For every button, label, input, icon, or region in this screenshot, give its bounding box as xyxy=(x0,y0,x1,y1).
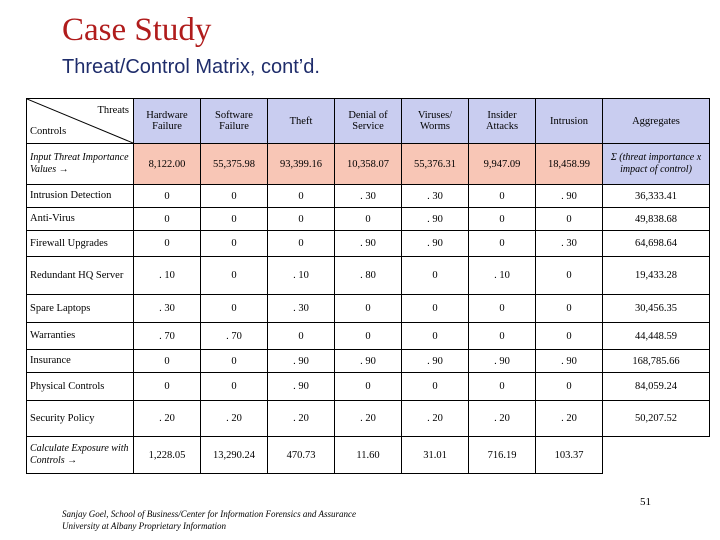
impact-cell: 0 xyxy=(402,295,469,323)
impact-cell: 0 xyxy=(134,350,201,373)
column-header-theft: Theft xyxy=(268,99,335,144)
impact-cell: . 70 xyxy=(134,323,201,350)
column-header-aggregates: Aggregates xyxy=(603,99,710,144)
impact-cell: 0 xyxy=(268,231,335,257)
impact-cell: . 30 xyxy=(335,185,402,208)
exposure-value-cell: 1,228.05 xyxy=(134,437,201,474)
impact-cell: . 20 xyxy=(134,401,201,437)
impact-cell: 0 xyxy=(536,373,603,401)
impact-cell: 0 xyxy=(536,295,603,323)
impact-cell: 0 xyxy=(402,373,469,401)
control-row-physical-controls xyxy=(27,373,710,401)
threat-importance-row xyxy=(27,144,710,185)
aggregate-cell: 64,698.64 xyxy=(603,231,710,257)
corner-cell xyxy=(27,99,134,144)
impact-cell: . 90 xyxy=(536,350,603,373)
impact-cell: 0 xyxy=(335,323,402,350)
control-label: Warranties xyxy=(27,323,134,350)
impact-cell: . 30 xyxy=(536,231,603,257)
column-header-intrusion: Intrusion xyxy=(536,99,603,144)
impact-cell: 0 xyxy=(201,208,268,231)
impact-cell: 0 xyxy=(134,208,201,231)
impact-cell: 0 xyxy=(335,373,402,401)
exposure-value-cell: 11.60 xyxy=(335,437,402,474)
aggregate-formula-cell: Σ (threat importance x impact of control) xyxy=(603,144,710,185)
footer-line-2: University at Albany Proprietary Information xyxy=(62,521,226,531)
impact-cell: 0 xyxy=(268,185,335,208)
impact-cell: . 30 xyxy=(402,185,469,208)
column-header-hardware-failure: Hardware Failure xyxy=(134,99,201,144)
threat-row-label: Input Threat Importance Values → xyxy=(27,144,134,185)
impact-cell: 0 xyxy=(134,231,201,257)
controls-axis-label: Controls xyxy=(30,126,67,137)
exposure-row xyxy=(27,437,710,474)
aggregate-cell: 50,207.52 xyxy=(603,401,710,437)
slide-subtitle: Threat/Control Matrix, cont’d. xyxy=(62,56,320,78)
control-row-intrusion-detection xyxy=(27,185,710,208)
impact-cell: . 30 xyxy=(268,295,335,323)
control-label: Physical Controls xyxy=(27,373,134,401)
exposure-value-cell: 103.37 xyxy=(536,437,603,474)
aggregate-cell: 36,333.41 xyxy=(603,185,710,208)
aggregate-cell: 49,838.68 xyxy=(603,208,710,231)
impact-cell: . 90 xyxy=(469,350,536,373)
exposure-value-cell: 13,290.24 xyxy=(201,437,268,474)
control-row-insurance xyxy=(27,350,710,373)
impact-cell: 0 xyxy=(201,231,268,257)
impact-cell: 0 xyxy=(469,373,536,401)
threats-axis-label: Threats xyxy=(97,105,129,116)
threat-value-cell: 9,947.09 xyxy=(469,144,536,185)
impact-cell: 0 xyxy=(469,185,536,208)
control-label: Insurance xyxy=(27,350,134,373)
impact-cell: 0 xyxy=(469,231,536,257)
impact-cell: . 20 xyxy=(201,401,268,437)
impact-cell: 0 xyxy=(201,295,268,323)
impact-cell: . 90 xyxy=(402,231,469,257)
footer-credits xyxy=(62,508,356,532)
impact-cell: 0 xyxy=(536,208,603,231)
impact-cell: . 10 xyxy=(268,257,335,295)
impact-cell: . 10 xyxy=(469,257,536,295)
threat-value-cell: 8,122.00 xyxy=(134,144,201,185)
impact-cell: 0 xyxy=(134,373,201,401)
impact-cell: . 90 xyxy=(402,350,469,373)
impact-cell: 0 xyxy=(134,185,201,208)
impact-cell: . 90 xyxy=(536,185,603,208)
footer-line-1: Sanjay Goel, School of Business/Center for Information Forensics and Assurance xyxy=(62,509,356,519)
impact-cell: 0 xyxy=(201,350,268,373)
impact-cell: 0 xyxy=(201,185,268,208)
impact-cell: 0 xyxy=(469,323,536,350)
impact-cell: . 90 xyxy=(335,231,402,257)
exposure-value-cell: 31.01 xyxy=(402,437,469,474)
impact-cell: . 90 xyxy=(335,350,402,373)
impact-cell: . 20 xyxy=(536,401,603,437)
impact-cell: . 20 xyxy=(469,401,536,437)
threat-value-cell: 18,458.99 xyxy=(536,144,603,185)
page-number: 51 xyxy=(640,496,651,508)
impact-cell: . 10 xyxy=(134,257,201,295)
threat-value-cell: 10,358.07 xyxy=(335,144,402,185)
control-row-warranties xyxy=(27,323,710,350)
header-row xyxy=(27,99,710,144)
aggregate-cell: 84,059.24 xyxy=(603,373,710,401)
impact-cell: . 90 xyxy=(268,350,335,373)
control-row-redundant-hq-server xyxy=(27,257,710,295)
aggregate-cell: 168,785.66 xyxy=(603,350,710,373)
impact-cell: 0 xyxy=(201,373,268,401)
column-header-viruses-worms: Viruses/ Worms xyxy=(402,99,469,144)
impact-cell: 0 xyxy=(268,323,335,350)
impact-cell: . 20 xyxy=(335,401,402,437)
control-label: Security Policy xyxy=(27,401,134,437)
column-header-insider-attacks: Insider Attacks xyxy=(469,99,536,144)
impact-cell: 0 xyxy=(335,208,402,231)
column-header-denial-of-service: Denial of Service xyxy=(335,99,402,144)
impact-cell: 0 xyxy=(536,323,603,350)
control-label: Redundant HQ Server xyxy=(27,257,134,295)
empty-cell xyxy=(603,437,710,474)
threat-value-cell: 55,375.98 xyxy=(201,144,268,185)
slide-title: Case Study xyxy=(62,12,212,48)
impact-cell: 0 xyxy=(469,208,536,231)
threat-value-cell: 93,399.16 xyxy=(268,144,335,185)
impact-cell: . 20 xyxy=(402,401,469,437)
impact-cell: . 80 xyxy=(335,257,402,295)
exposure-row-label: Calculate Exposure with Controls → xyxy=(27,437,134,474)
exposure-value-cell: 470.73 xyxy=(268,437,335,474)
aggregate-cell: 19,433.28 xyxy=(603,257,710,295)
impact-cell: 0 xyxy=(268,208,335,231)
aggregate-cell: 44,448.59 xyxy=(603,323,710,350)
control-label: Anti-Virus xyxy=(27,208,134,231)
control-row-anti-virus xyxy=(27,208,710,231)
control-row-security-policy xyxy=(27,401,710,437)
control-label: Firewall Upgrades xyxy=(27,231,134,257)
control-row-firewall-upgrades xyxy=(27,231,710,257)
impact-cell: 0 xyxy=(469,295,536,323)
control-label: Intrusion Detection xyxy=(27,185,134,208)
control-label: Spare Laptops xyxy=(27,295,134,323)
impact-cell: . 20 xyxy=(268,401,335,437)
impact-cell: . 30 xyxy=(134,295,201,323)
impact-cell: . 70 xyxy=(201,323,268,350)
threat-value-cell: 55,376.31 xyxy=(402,144,469,185)
impact-cell: 0 xyxy=(536,257,603,295)
impact-cell: 0 xyxy=(402,323,469,350)
aggregate-cell: 30,456.35 xyxy=(603,295,710,323)
impact-cell: . 90 xyxy=(268,373,335,401)
impact-cell: . 90 xyxy=(402,208,469,231)
impact-cell: 0 xyxy=(335,295,402,323)
impact-cell: 0 xyxy=(402,257,469,295)
exposure-value-cell: 716.19 xyxy=(469,437,536,474)
impact-cell: 0 xyxy=(201,257,268,295)
threat-control-matrix xyxy=(26,98,710,474)
column-header-software-failure: Software Failure xyxy=(201,99,268,144)
control-row-spare-laptops xyxy=(27,295,710,323)
